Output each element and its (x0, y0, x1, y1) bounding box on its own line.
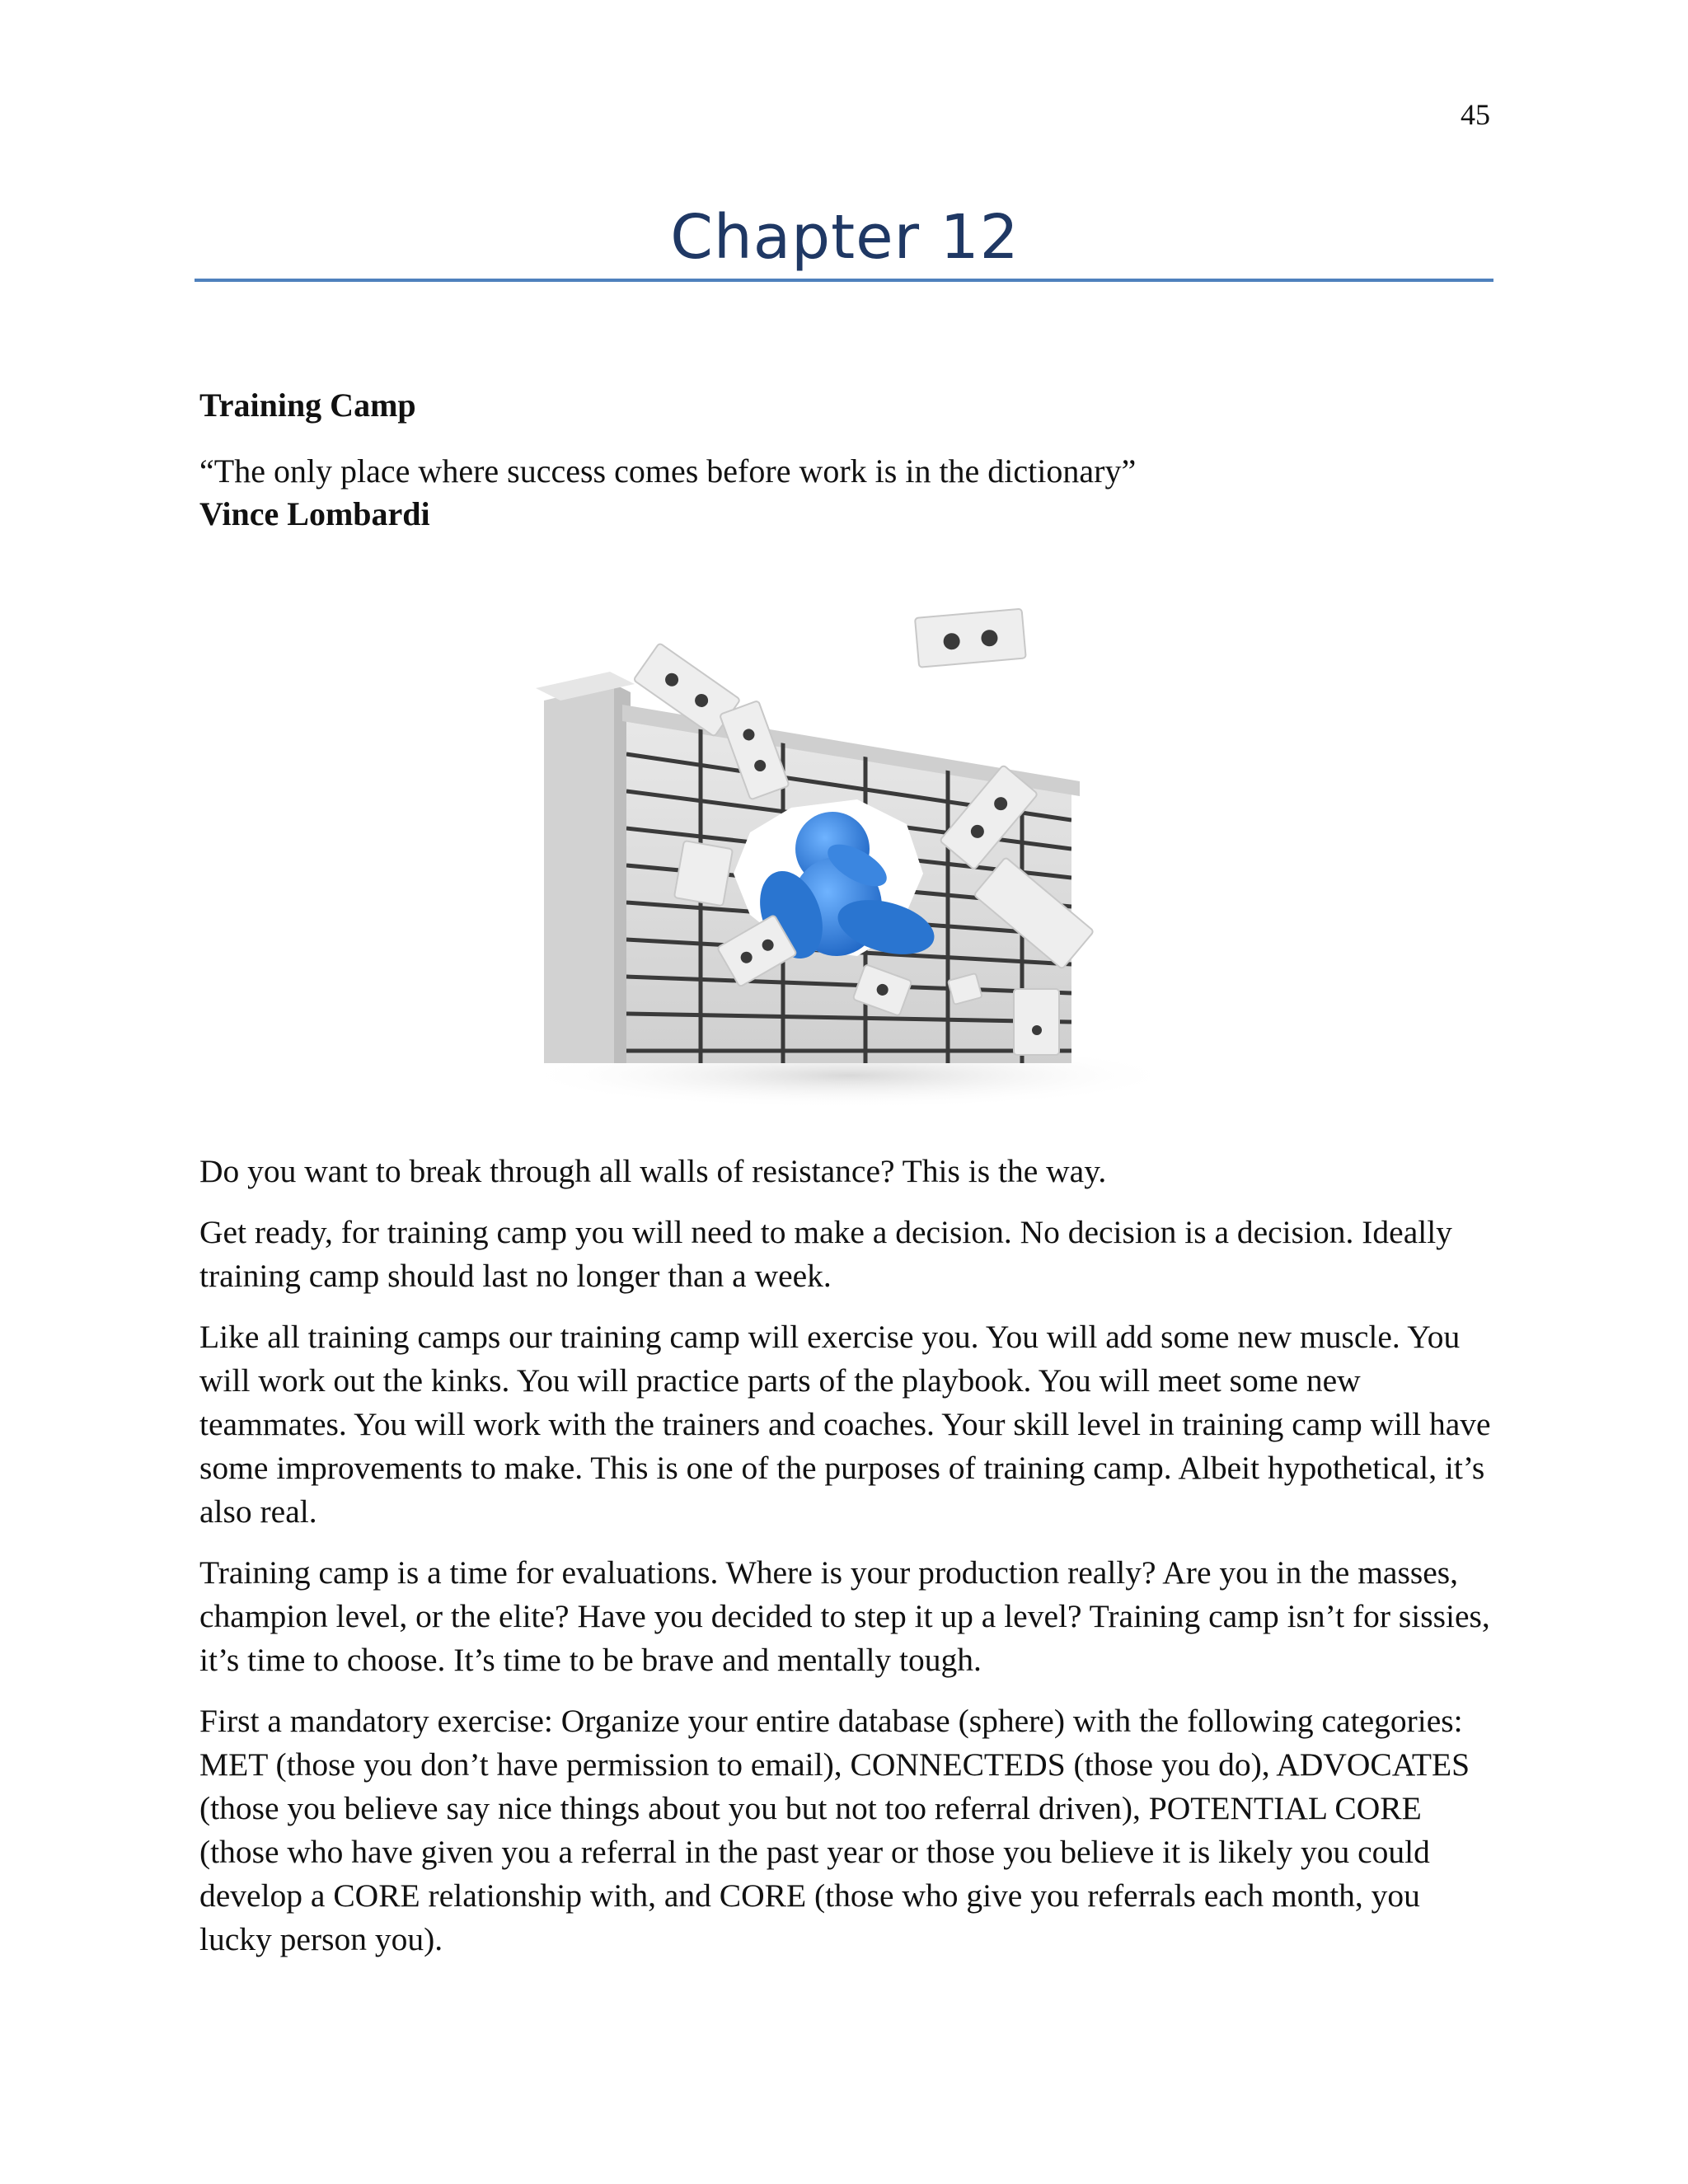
quote-author: Vince Lombardi (199, 495, 430, 532)
paragraph: Training camp is a time for evaluations. Where is your production really? Are you in the masses, champion level, or the elite? Have you decided to step it up a level? Training camp isn’t for sissies, it’s time to choose. It’s time to be brave and mentally tough. (199, 1554, 1490, 1678)
section-heading: Training Camp (199, 387, 416, 424)
title-divider (195, 279, 1493, 282)
body-text (199, 1150, 1492, 1979)
chapter-title: Chapter 12 (670, 202, 1020, 273)
quote-text: “The only place where success comes before work is in the dictionary” (199, 452, 1137, 490)
epigraph (199, 450, 1485, 536)
paragraph: Like all training camps our training camp will exercise you. You will add some new muscle. You will work out the kinks. You will practice parts of the playbook. You will meet some new teammates. You will work with the trainers and coaches. Your skill level in training camp will have some improvements to make. This is one of the purposes of training camp. Albeit hypothetical, it’s also real. (199, 1319, 1491, 1530)
paragraph: Get ready, for training camp you will need to make a decision. No decision is a decision. Ideally training camp should last no longer than a week. (199, 1214, 1452, 1294)
paragraph: Do you want to break through all walls of resistance? This is the way. (199, 1153, 1107, 1189)
figure-breaking-through-brick-wall-icon (511, 602, 1187, 1129)
wall-breakthrough-illustration (511, 602, 1187, 1129)
paragraph: First a mandatory exercise: Organize your entire database (sphere) with the following categories: MET (those you don’t have permission to email), CONNECTEDS (those you do), ADVOCATES (those you believe say nice things about you but not too referral driven), POTENTIAL CORE (those who have given you a referral in the past year or those you believe it is likely you could develop a CORE relationship with, and CORE (those who give you referrals each month, you lucky person you). (199, 1703, 1470, 1957)
page-number: 45 (1461, 98, 1490, 131)
